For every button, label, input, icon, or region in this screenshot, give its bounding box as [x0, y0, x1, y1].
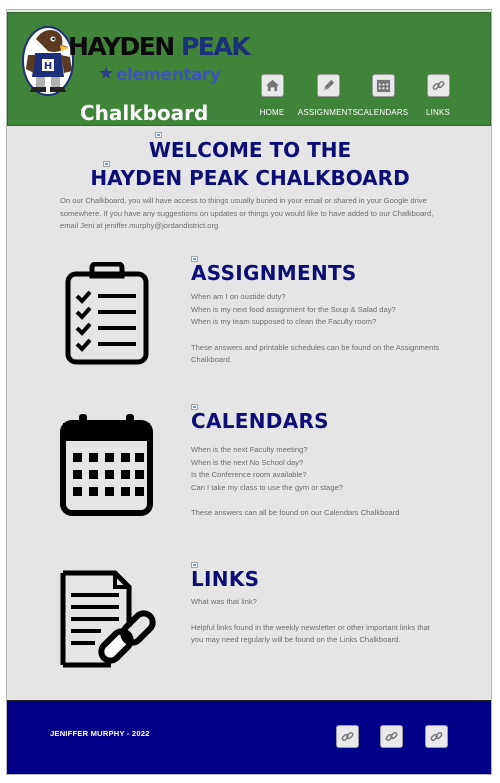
svg-text:H: H — [43, 61, 53, 72]
assignments-body — [191, 291, 441, 367]
assignments-note: These answers and printable schedules can be found on the Assignments Chalkboard. — [191, 342, 440, 365]
nav-links[interactable] — [403, 74, 473, 117]
link-icon[interactable] — [425, 725, 448, 748]
brand-subtitle: elementary — [116, 65, 221, 85]
assignments-question: When is my next food assignment for the Soup & Salad day? — [191, 304, 396, 314]
calendars-question: Can I take my class to use the gym or stage? — [191, 482, 343, 492]
document-link-icon — [59, 567, 159, 671]
assignments-heading: ASSIGNMENTS — [191, 261, 357, 285]
calendars-heading: CALENDARS — [191, 409, 329, 433]
links-question: What was that link? — [191, 597, 257, 606]
calendars-body — [191, 444, 441, 520]
link-icon[interactable] — [336, 725, 359, 748]
links-heading: LINKS — [191, 567, 260, 591]
nav-home-label[interactable]: HOME — [259, 108, 285, 117]
clipboard-checklist-icon — [64, 262, 150, 366]
brand-name — [68, 33, 249, 61]
site-header — [7, 12, 491, 126]
links-body — [191, 596, 441, 647]
brand-peak: PEAK — [180, 32, 250, 61]
brand-hayden: HAYDEN — [68, 32, 174, 61]
footer-credit: JENIFFER MURPHY - 2022 — [50, 729, 150, 738]
nav-assignments-label[interactable]: ASSIGNMENTS — [297, 108, 359, 117]
site-footer — [7, 700, 491, 774]
pencil-icon[interactable] — [317, 74, 340, 97]
link-icon[interactable] — [380, 725, 403, 748]
calendars-question: Is the Conference room available? — [191, 470, 307, 480]
home-icon[interactable] — [261, 74, 284, 97]
link-icon[interactable] — [427, 74, 450, 97]
calendar-icon[interactable] — [372, 74, 395, 97]
assignments-question: When is my team supposed to clean the Faculty room? — [191, 317, 377, 327]
welcome-heading-line1: WELCOME TO THE — [148, 138, 352, 162]
assignments-question: When am I on oustide duty? — [191, 292, 286, 301]
welcome-heading-line2: HAYDEN PEAK CHALKBOARD — [90, 166, 410, 190]
links-note: Helpful links found in the weekly newsletter or other important links that you may need regularly will be found on the Links Chalkboard. — [191, 622, 430, 645]
calendars-note: These answers can all be found on our Calendars Chalkboard — [191, 508, 400, 518]
nav-links-label[interactable]: LINKS — [425, 108, 451, 117]
intro-paragraph: On our Chalkboard, you will have access to things usually buried in your email or shared in your Google drive somewhere. If you have any suggestions on updates or things you would like to have added to our Chalkboard, email Jeni at jeniffer.murphy@jordandistrict.org — [60, 196, 434, 230]
star-icon: ★ — [98, 63, 115, 83]
calendar-grid-icon — [59, 413, 154, 517]
site-title: Chalkboard — [80, 101, 209, 125]
calendars-question: When is the next Faculty meeting? — [191, 445, 308, 454]
calendars-question: When is the next No School day? — [191, 457, 304, 467]
nav-calendars-label[interactable]: CALENDARS — [357, 108, 409, 117]
